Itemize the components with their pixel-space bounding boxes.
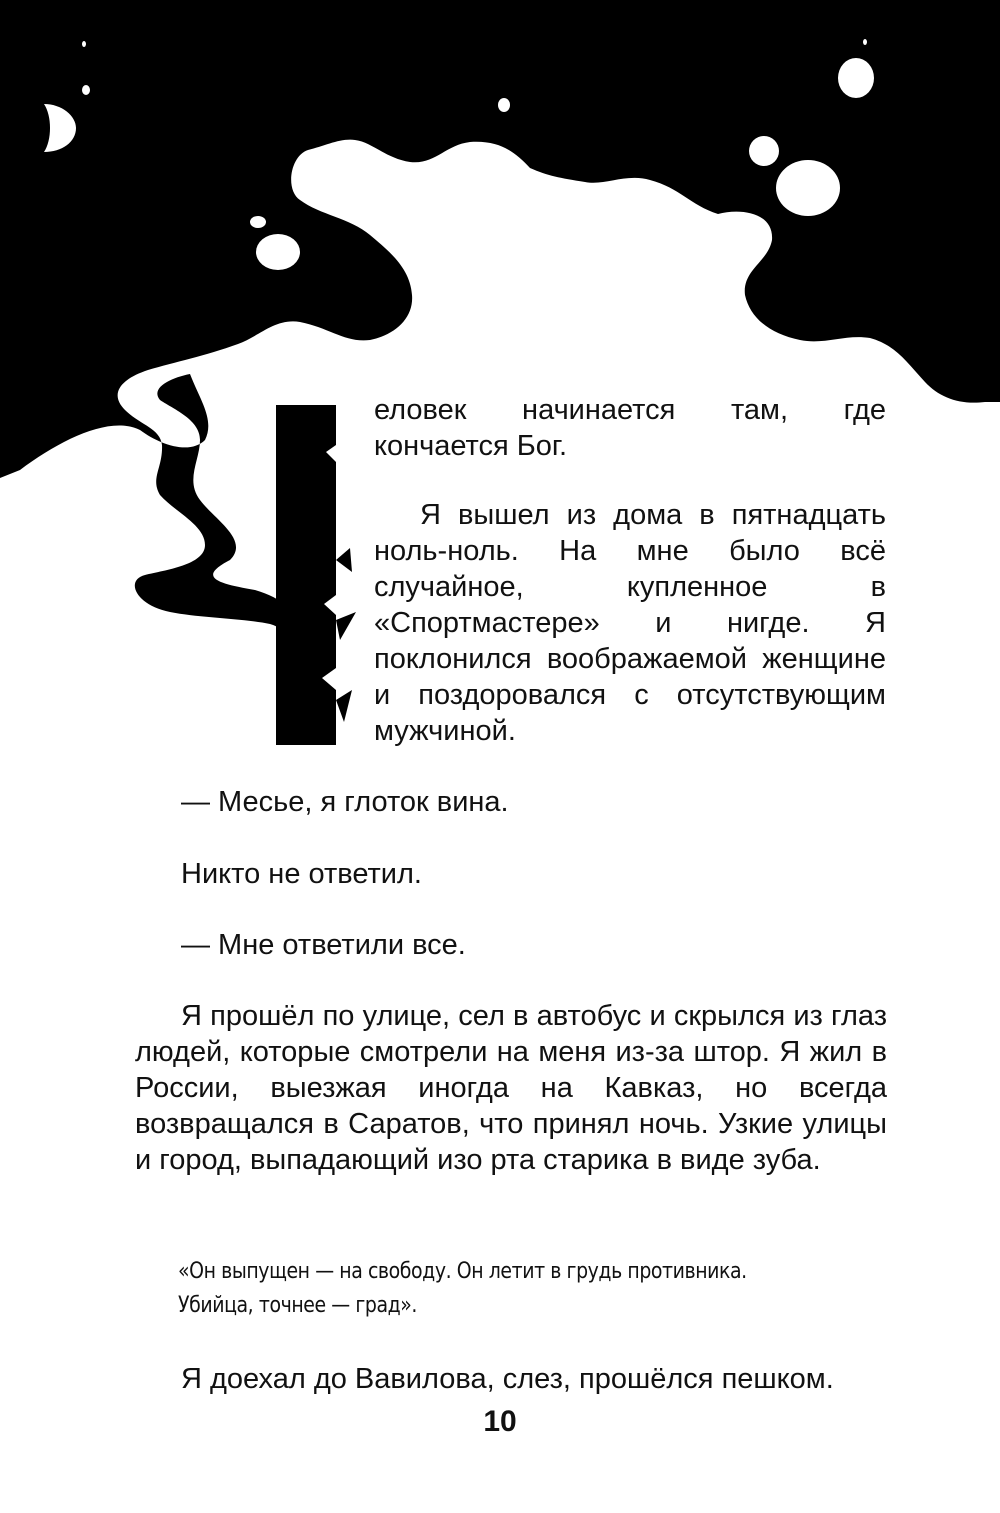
paragraph: Я доехал до Вавилова, слез, прошёлся пешком. xyxy=(181,1363,834,1395)
dialogue-line: — Месье, я глоток вина. xyxy=(181,786,509,818)
paragraph: Я вышел из дома в пятнадцать ноль-ноль. На мне было всё случайное, купленное в «Спортмастере» и нигде. Я поклонился воображаемой женщине и поздоровался с отсутствующим мужчиной. xyxy=(374,499,886,747)
bubble xyxy=(256,234,300,270)
bubble xyxy=(749,136,779,166)
quote-line: «Он выпущен — на свободу. Он летит в грудь противника. xyxy=(178,1259,747,1284)
bubble xyxy=(776,160,840,216)
bubble xyxy=(838,58,874,98)
bubble xyxy=(82,41,86,47)
drop-cap-flourish xyxy=(336,548,356,722)
paragraph: Я прошёл по улице, сел в автобус и скрылся из глаз людей, которые смотрели на меня из-за штор. Я жил в России, выезжая иногда на Кавказ, но всегда возвращался в Саратов, что принял ночь. Узкие улицы и город, выпадающий изо рта старика в виде зуба. xyxy=(135,1000,887,1176)
page-number: 10 xyxy=(483,1405,517,1438)
drop-cap-stem xyxy=(276,405,336,745)
paragraph: Никто не ответил. xyxy=(181,858,422,890)
bubble xyxy=(863,39,867,45)
bubble xyxy=(250,216,266,228)
quote-line: Убийца, точнее — град». xyxy=(178,1293,417,1318)
dialogue-line: — Мне ответили все. xyxy=(181,929,466,961)
bubble xyxy=(498,98,510,112)
opening-paragraph: еловек начинается там, где кончается Бог. xyxy=(374,394,886,462)
bubble xyxy=(82,85,90,95)
